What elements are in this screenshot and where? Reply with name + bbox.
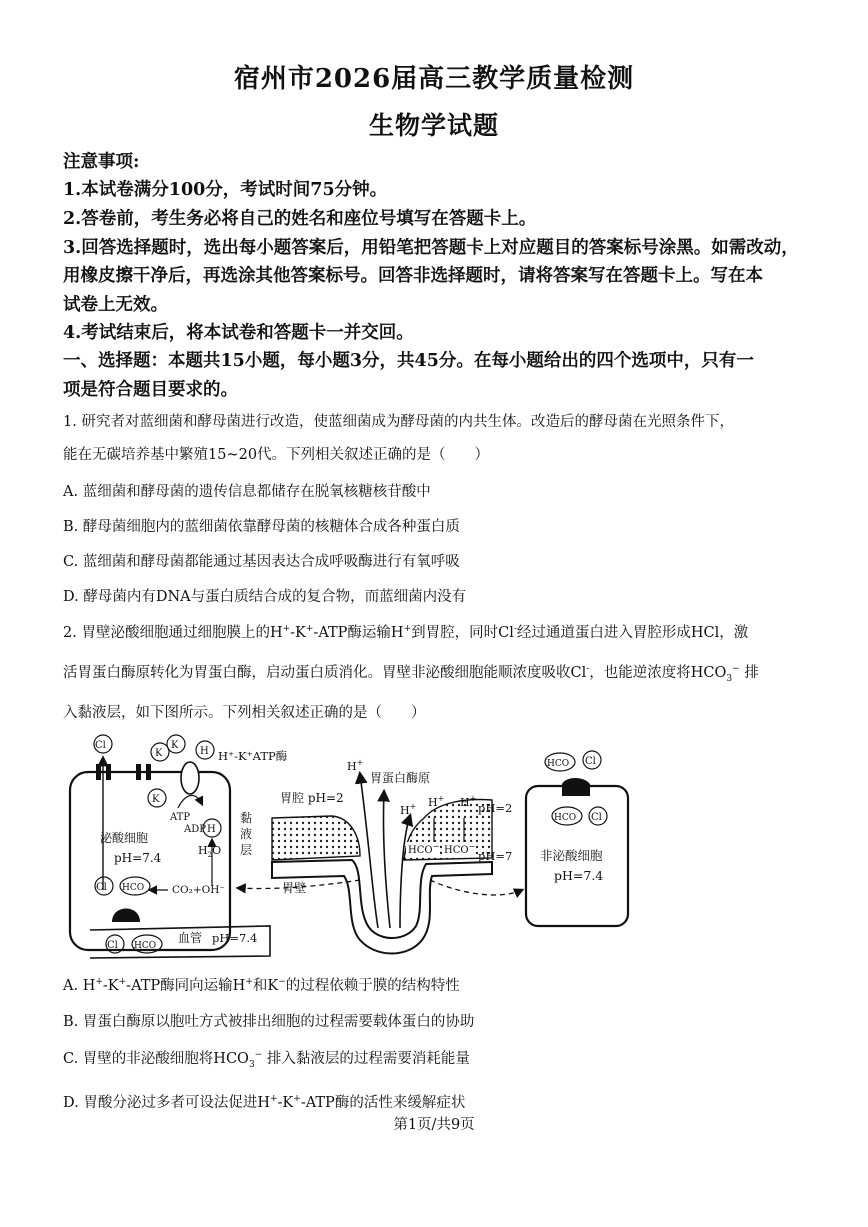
section-heading-line-2: 项是符合题目要求的。 (63, 380, 238, 400)
ph2-label: pH=2 (478, 801, 513, 815)
q2-stem-line-1: 2. 胃壁泌酸细胞通过细胞膜上的H+-K+-ATP酶运输H+到胃腔，同时Cl-经过通道蛋白进入胃腔形成HCl，激 (63, 624, 749, 641)
atp-label: ATP (170, 812, 191, 823)
h-label-2: H (207, 824, 216, 835)
q1-option-c: C. 蓝细菌和酵母菌都能通过基因表达合成呼吸酶进行有氧呼吸 (63, 554, 460, 570)
cl-label-blood: Cl (107, 940, 118, 951)
hco3-label-inner: HCO (554, 813, 577, 823)
wall-label: 胃壁 (282, 881, 307, 895)
vessel-ph: pH=7.4 (212, 931, 258, 945)
h-plus-2: H+ (428, 794, 445, 809)
q2-stem-line-3: 入黏液层，如下图所示。下列相关叙述正确的是（ ） (63, 705, 426, 721)
non-acid-cell-ph: pH=7.4 (554, 868, 604, 883)
page-number: 第1页/共9页 (393, 1117, 475, 1133)
lumen-label: 胃腔 pH=2 (280, 791, 344, 805)
h-plus-3: H+ (460, 794, 477, 809)
q1-option-a: A. 蓝细菌和酵母菌的遗传信息都储存在脱氧核糖核苷酸中 (63, 484, 431, 500)
non-acid-cell-name: 非泌酸细胞 (540, 848, 603, 863)
h2o-label: $H_2O$ (198, 844, 222, 859)
ph7-label: pH=7 (478, 849, 513, 863)
co2-oh-label: CO₂+OH⁻ (172, 884, 225, 896)
notes-heading: 注意事项: (63, 152, 140, 172)
q2-figure (60, 730, 640, 970)
note-item-3-line-3: 试卷上无效。 (63, 295, 168, 315)
k-label-2: K (171, 740, 179, 751)
mucus-layer-left (272, 816, 360, 860)
q2-option-a: A. H+-K+-ATP酶同向运输H+和K−的过程依赖于膜的结构特性 (63, 977, 460, 994)
hco3-label-top-right: HCO (547, 759, 570, 769)
note-item-1: 1.本试卷满分100分，考试时间75分钟。 (63, 180, 388, 200)
note-item-3-line-2: 用橡皮擦干净后，再选涂其他答案标号。回答非选择题时，请将答案写在答题卡上。写在本 (63, 266, 763, 286)
hco3-mucus-1: HCO− (408, 842, 440, 856)
h-label-1: H (200, 746, 209, 757)
acid-cell-ph: pH=7.4 (114, 851, 162, 865)
mucus-label-2: 液 (240, 827, 253, 841)
hco3-label-mid: HCO (122, 883, 145, 893)
k-label-3: K (152, 794, 160, 805)
stomach-wall (272, 860, 492, 954)
q2-option-d: D. 胃酸分泌过多者可设法促进H+-K+-ATP酶的活性来缓解症状 (63, 1094, 466, 1111)
q2-stem-line-2: 活胃蛋白酶原转化为胃蛋白酶，启动蛋白质消化。胃壁非泌酸细胞能顺浓度吸收Cl-，也能逆浓度将$HCO_3^-$ 排 (63, 664, 759, 684)
q2-option-b: B. 胃蛋白酶原以胞吐方式被排出细胞的过程需要载体蛋白的协助 (63, 1014, 475, 1030)
atpase-pump (181, 762, 199, 794)
note-item-4: 4.考试结束后，将本试卷和答题卡一并交回。 (63, 323, 414, 343)
mucus-label-1: 黏 (240, 811, 253, 825)
acid-cell-name: 泌酸细胞 (100, 831, 149, 845)
h-plus-lumen: H+ (347, 758, 364, 773)
pepsinogen-label: 胃蛋白酶原 (370, 771, 431, 785)
q1-stem-line-2: 能在无碳培养基中繁殖15~20代。下列相关叙述正确的是（ ） (63, 447, 490, 463)
dashed-arrow-right (430, 880, 522, 895)
cl-label-top-right: Cl (585, 756, 596, 767)
q1-option-b: B. 酵母菌细胞内的蓝细菌依靠酵母菌的核糖体合成各种蛋白质 (63, 519, 460, 535)
enzyme-label: H⁺-K⁺ATP酶 (218, 749, 288, 763)
exam-title: 宿州市2026届高三教学质量检测 (233, 64, 635, 94)
exchanger-bottom (112, 909, 140, 923)
cl-label-mid: Cl (96, 882, 107, 893)
q2-option-c: C. 胃壁的非泌酸细胞将$HCO_3^-$ 排入黏液层的过程需要消耗能量 (63, 1050, 470, 1070)
adp-label: ADP (184, 824, 206, 835)
hco3-label-blood: HCO (134, 941, 157, 951)
note-item-2: 2.答卷前，考生务必将自己的姓名和座位号填写在答题卡上。 (63, 209, 537, 229)
section-heading-line-1: 一、选择题：本题共15小题，每小题3分，共45分。在每小题给出的四个选项中，只有一 (63, 351, 754, 371)
subject-title: 生物学试题 (368, 111, 499, 140)
mucus-label-3: 层 (240, 843, 253, 857)
k-label-1: K (155, 748, 163, 759)
hco3-mucus-2: HCO− (444, 842, 476, 856)
cl-label-inner: Cl (591, 812, 602, 823)
exchanger-right (562, 778, 590, 796)
note-item-3-line-1: 3.回答选择题时，选出每小题答案后，用铅笔把答题卡上对应题目的答案标号涂黑。如需改动， (63, 238, 799, 258)
q1-option-d: D. 酵母菌内有DNA与蛋白质结合成的复合物，而蓝细菌内没有 (63, 589, 467, 605)
cl-label-top: Cl (95, 740, 106, 751)
vessel-label: 血管 (178, 931, 203, 945)
q1-stem-line-1: 1. 研究者对蓝细菌和酵母菌进行改造，使蓝细菌成为酵母菌的内共生体。改造后的酵母菌在光照条件下， (63, 414, 734, 430)
h-plus-1: H+ (400, 802, 417, 817)
